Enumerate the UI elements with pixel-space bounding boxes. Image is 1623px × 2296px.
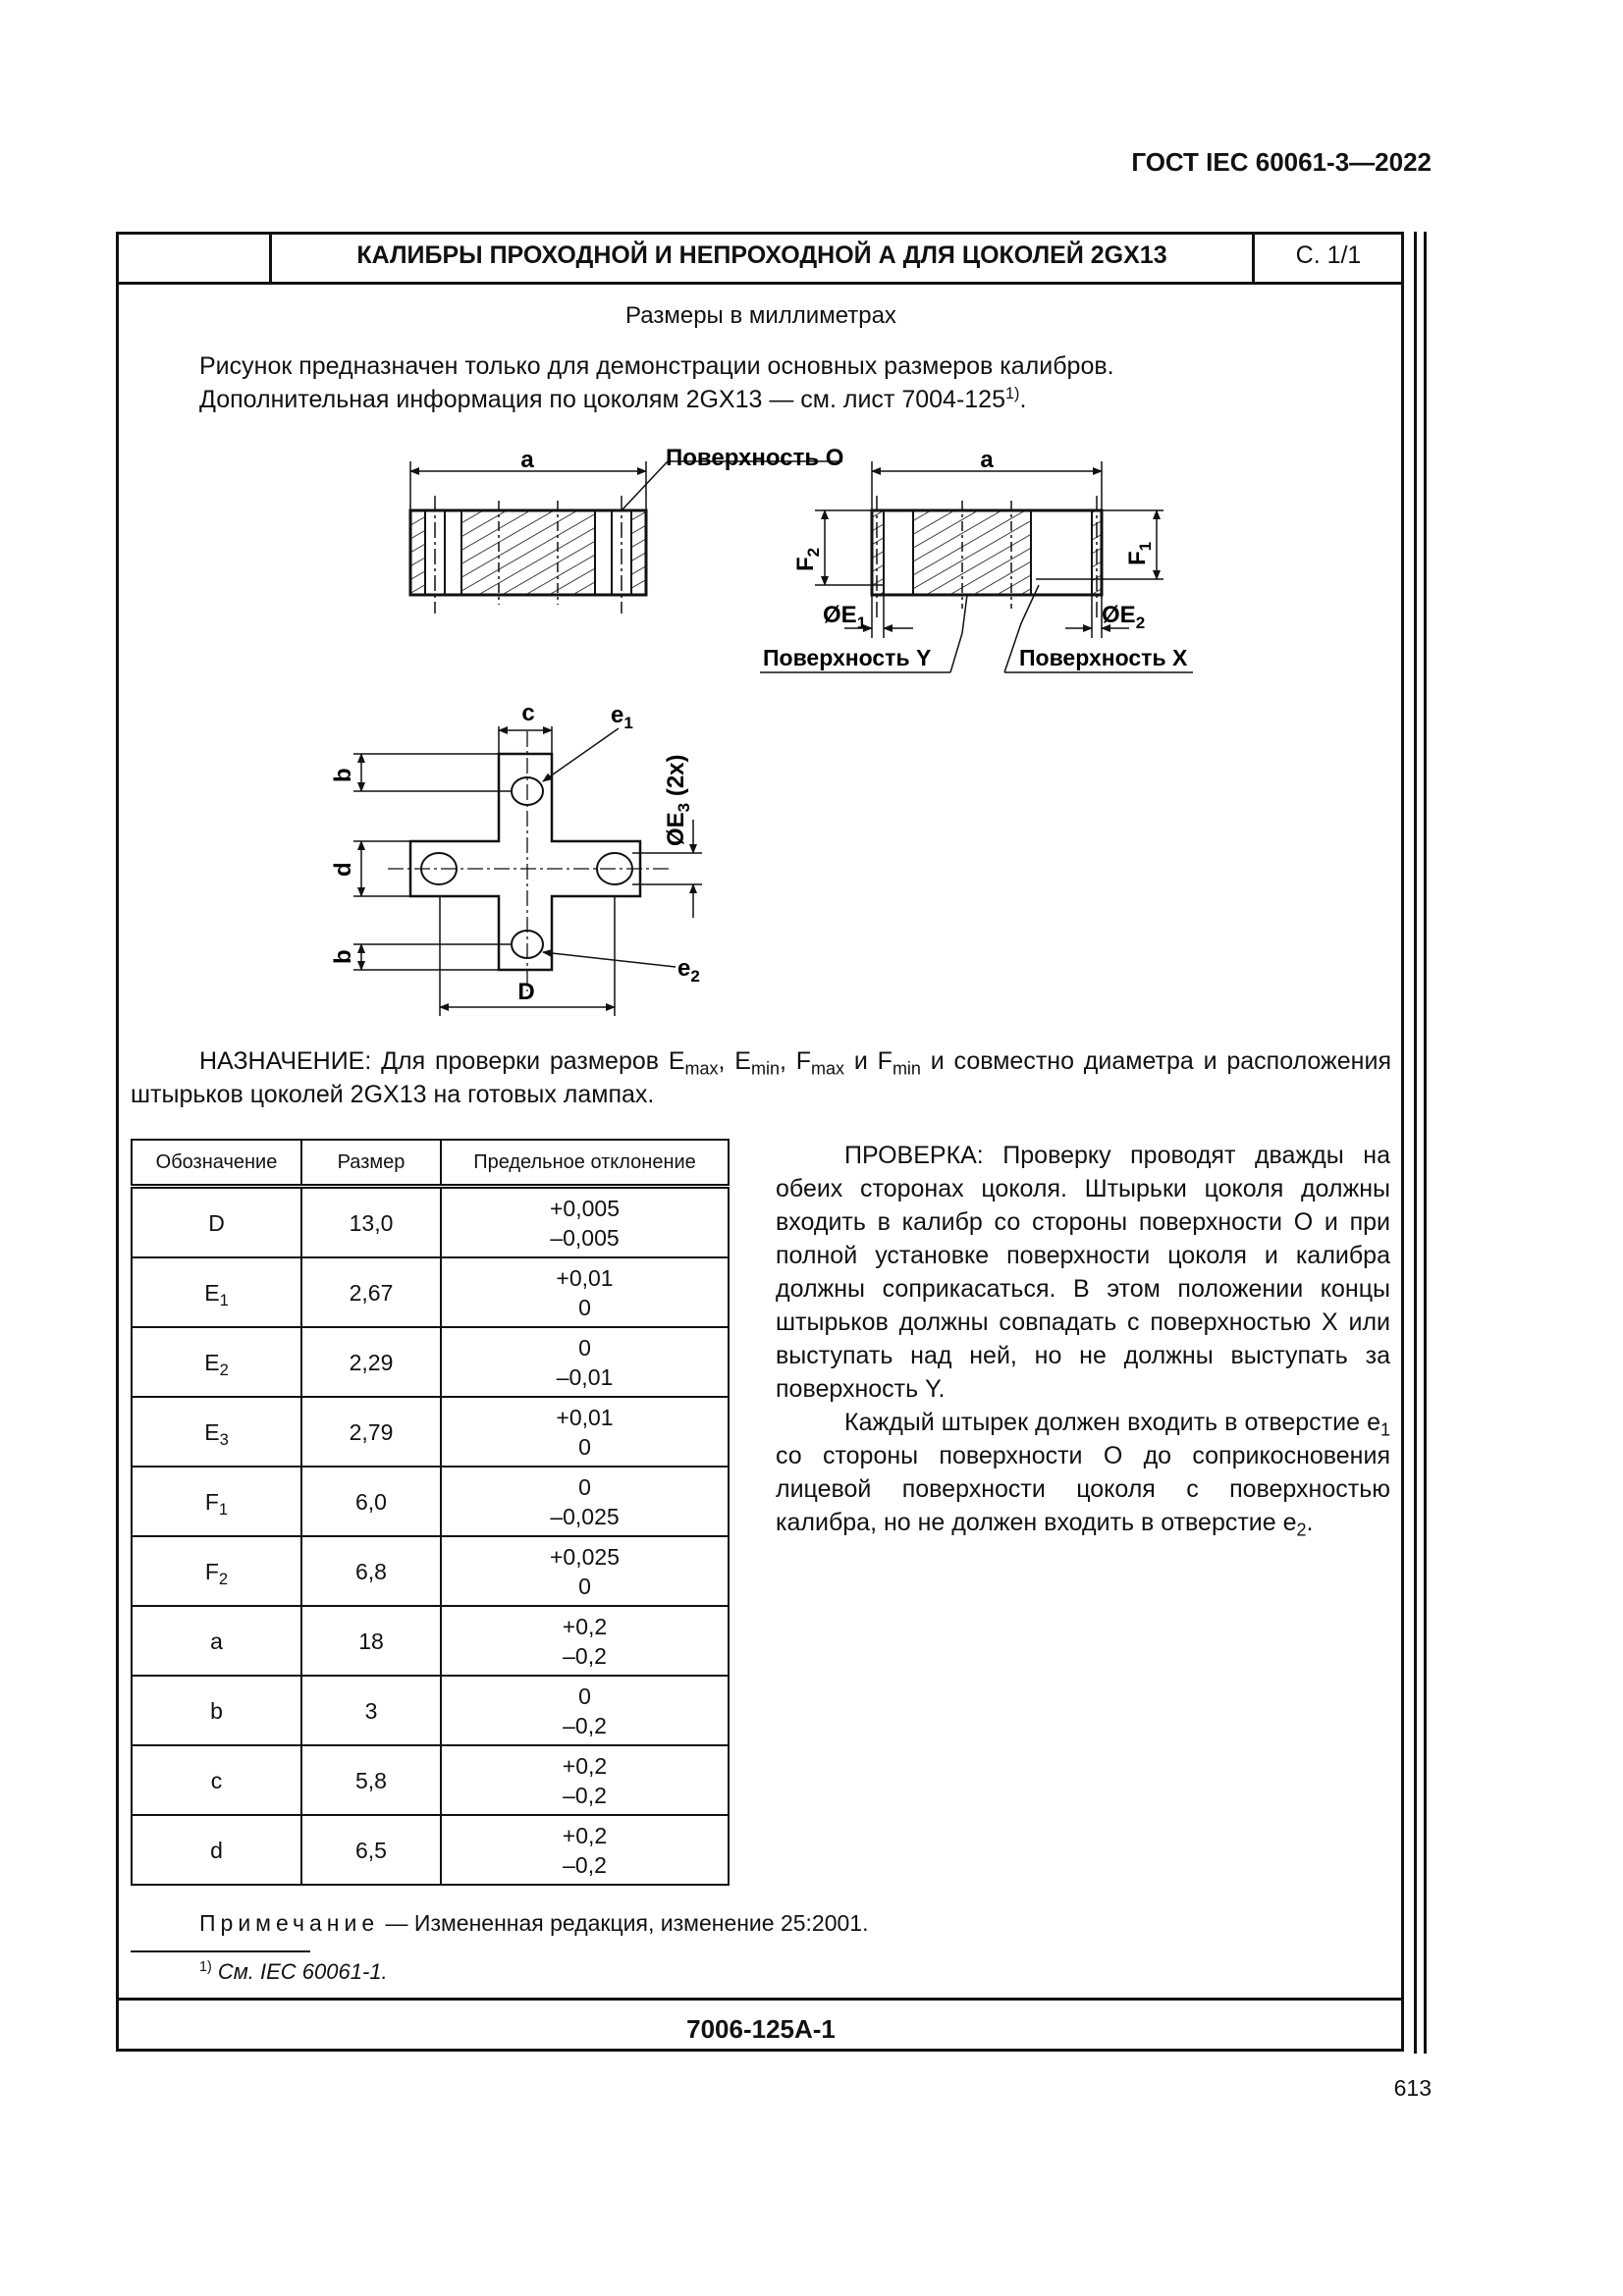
gauge-section-left xyxy=(410,461,842,614)
note-label: Примечание xyxy=(199,1910,380,1936)
tolerance-lower: –0,2 xyxy=(563,1782,607,1808)
footnote-mark: 1) xyxy=(199,1959,212,1976)
footnote xyxy=(199,1959,388,1985)
header-size: Размер xyxy=(301,1140,441,1187)
cell-tolerance xyxy=(441,1536,729,1606)
dim-f1-letter: F xyxy=(1124,551,1151,565)
tolerance-upper: +0,005 xyxy=(550,1195,620,1221)
table-row xyxy=(132,1327,729,1397)
cell-size: 5,8 xyxy=(301,1745,441,1815)
cell-size: 2,29 xyxy=(301,1327,441,1397)
cell-tolerance xyxy=(441,1467,729,1536)
cell-designation xyxy=(132,1327,301,1397)
dim-e3-letter: ØE xyxy=(663,812,689,846)
cell-size: 6,5 xyxy=(301,1815,441,1885)
table-row xyxy=(132,1257,729,1327)
dim-e1-letter: ØE xyxy=(823,602,857,628)
check-p2-sub1: 1 xyxy=(1380,1419,1390,1440)
cell-size: 2,67 xyxy=(301,1257,441,1327)
tolerance-lower: –0,2 xyxy=(563,1851,607,1878)
tolerance-upper: +0,025 xyxy=(550,1543,620,1570)
label-hole-e2-letter: e xyxy=(677,955,691,982)
dim-e1 xyxy=(823,602,866,632)
designation-index: 2 xyxy=(219,1360,229,1379)
header-sheet: С. 1/1 xyxy=(1295,241,1362,269)
label-surface-x: Поверхность X xyxy=(1019,645,1188,670)
dim-f2-sub: 2 xyxy=(804,547,823,558)
designation-symbol: E xyxy=(204,1279,220,1306)
tolerance-upper: +0,2 xyxy=(562,1752,608,1779)
cell-size: 13,0 xyxy=(301,1187,441,1258)
note-text: — Измененная редакция, изменение 25:2001. xyxy=(379,1910,869,1936)
designation-symbol: c xyxy=(210,1767,223,1793)
cell-designation xyxy=(132,1745,301,1815)
footnote-text: См. IEC 60061-1. xyxy=(211,1959,388,1984)
cell-designation xyxy=(132,1467,301,1536)
label-surface-o: Поверхность О xyxy=(666,445,844,471)
dim-e2 xyxy=(1102,602,1145,632)
label-hole-e1-sub: 1 xyxy=(623,714,633,732)
table-body xyxy=(132,1187,729,1886)
cell-tolerance xyxy=(441,1187,729,1258)
designation-symbol: a xyxy=(210,1628,223,1654)
dim-D: D xyxy=(517,979,535,1005)
cell-designation xyxy=(132,1536,301,1606)
designation-index: 3 xyxy=(219,1429,229,1449)
designation-symbol: D xyxy=(208,1209,225,1236)
page-number: 613 xyxy=(1393,2075,1432,2101)
purpose-sub-fmin: min xyxy=(892,1058,921,1079)
dim-b-top: b xyxy=(330,768,356,782)
cell-tolerance xyxy=(441,1606,729,1676)
dim-b-bottom: b xyxy=(330,949,356,964)
tolerance-lower: 0 xyxy=(578,1573,591,1599)
gauge-section-right xyxy=(760,461,1193,672)
tolerance-lower: 0 xyxy=(578,1433,591,1460)
table-row xyxy=(132,1536,729,1606)
header-designation: Обозначение xyxy=(132,1140,301,1187)
tolerance-upper: +0,01 xyxy=(556,1404,614,1430)
purpose-sep-1: , E xyxy=(718,1047,751,1075)
label-hole-e1 xyxy=(611,702,633,732)
dim-e2-letter: ØE xyxy=(1102,602,1136,628)
purpose-sub-emin: min xyxy=(750,1058,780,1079)
intro-line-2: Дополнительная информация по цоколям 2GX13 — см. лист 7004-125$^{1)}$. xyxy=(199,385,1027,413)
designation-symbol: d xyxy=(210,1837,223,1863)
gauge-plan-view xyxy=(353,726,702,1016)
tolerance-lower: 0 xyxy=(578,1294,591,1320)
intro-line-2-text: Дополнительная информация по цоколям 2GX13 — см. лист 7004-125 xyxy=(199,386,1005,413)
table-row xyxy=(132,1187,729,1258)
purpose-sep-2: , F xyxy=(780,1047,812,1075)
dim-f1-sub: 1 xyxy=(1136,541,1155,552)
tolerance-upper: 0 xyxy=(578,1334,591,1361)
table-row xyxy=(132,1467,729,1536)
label-hole-e2 xyxy=(677,955,700,986)
designation-symbol: F xyxy=(204,1488,219,1515)
cell-size: 6,8 xyxy=(301,1536,441,1606)
dim-a-left: a xyxy=(520,447,534,473)
tolerance-upper: +0,01 xyxy=(556,1264,614,1291)
designation-index: 1 xyxy=(218,1499,229,1519)
cell-tolerance xyxy=(441,1327,729,1397)
tolerance-upper: +0,2 xyxy=(562,1613,608,1639)
cell-designation xyxy=(132,1187,301,1258)
tolerance-lower: –0,005 xyxy=(550,1224,620,1251)
designation-symbol: E xyxy=(204,1418,220,1445)
tolerance-lower: –0,2 xyxy=(563,1642,607,1669)
tolerance-upper: +0,2 xyxy=(562,1822,608,1848)
dim-a-right: a xyxy=(980,447,994,473)
cell-tolerance xyxy=(441,1257,729,1327)
check-p2-sub2: 2 xyxy=(1296,1520,1307,1540)
cell-size: 3 xyxy=(301,1676,441,1745)
purpose-lead: НАЗНАЧЕНИЕ: Для проверки размеров E xyxy=(199,1047,685,1075)
designation-symbol: b xyxy=(210,1697,223,1724)
footnote-separator xyxy=(131,1950,310,1952)
check-p2-b: со стороны поверхности О до соприкосновения лицевой поверхности цоколя с поверхностью калибра, но не должен входить в отверстие e xyxy=(776,1442,1390,1536)
standard-number: ГОСТ IEC 60061-3—2022 xyxy=(1131,147,1432,177)
designation-index: 1 xyxy=(219,1290,229,1309)
dim-f2-letter: F xyxy=(792,557,819,571)
tolerance-upper: 0 xyxy=(578,1473,591,1500)
dim-f1 xyxy=(1124,542,1155,565)
dim-e2-sub: 2 xyxy=(1135,614,1146,632)
cell-tolerance xyxy=(441,1745,729,1815)
intro-footnote-mark: 1) xyxy=(1004,385,1020,403)
table-row xyxy=(132,1745,729,1815)
check-paragraph-2 xyxy=(776,1406,1390,1539)
table-row xyxy=(132,1397,729,1467)
cell-designation xyxy=(132,1397,301,1467)
cell-tolerance xyxy=(441,1397,729,1467)
designation-symbol: E xyxy=(204,1349,220,1375)
cell-size: 2,79 xyxy=(301,1397,441,1467)
header-tolerance: Предельное отклонение xyxy=(441,1140,729,1187)
check-paragraph-1: ПРОВЕРКА: Проверку проводят дважды на обеих сторонах цоколя. Штырьки цоколя должны входить в калибр со стороны поверхности О и при полной установке поверхности цоколя и калибра должны соприкасаться. В этом положении концы штырьков должны совпадать с поверхностью X или выступать над ней, но не должны выступать за поверхность Y. xyxy=(776,1142,1390,1403)
dim-d: d xyxy=(330,862,356,877)
label-hole-e2-sub: 2 xyxy=(690,967,700,986)
check-p2-c: . xyxy=(1306,1509,1314,1536)
cell-size: 6,0 xyxy=(301,1467,441,1536)
dim-e3 xyxy=(663,754,693,846)
header-title: КАЛИБРЫ ПРОХОДНОЙ И НЕПРОХОДНОЙ А ДЛЯ ЦОКОЛЕЙ 2GX13 xyxy=(356,241,1167,269)
cell-size: 18 xyxy=(301,1606,441,1676)
dim-e1-sub: 1 xyxy=(856,614,867,632)
tolerance-lower: –0,2 xyxy=(563,1712,607,1738)
table-row xyxy=(132,1606,729,1676)
sheet-code: 7006-125A-1 xyxy=(686,2014,836,2044)
units-caption: Размеры в миллиметрах xyxy=(625,302,896,329)
purpose-sub-fmax: max xyxy=(811,1058,845,1079)
cell-designation xyxy=(132,1257,301,1327)
purpose-sep-3: и F xyxy=(844,1047,893,1075)
intro-line-1: Рисунок предназначен только для демонстрации основных размеров калибров. xyxy=(199,352,1114,380)
purpose-tail: и совместно диаметра и расположения штырьков цоколей 2GX13 на готовых лампах. xyxy=(131,1047,1391,1108)
cell-designation xyxy=(132,1815,301,1885)
gauge-drawings xyxy=(0,0,1623,1041)
dim-e3-suffix: (2x) xyxy=(663,754,689,803)
note xyxy=(199,1910,869,1937)
dimensions-table xyxy=(131,1139,730,1886)
check-text xyxy=(776,1139,1390,1539)
designation-symbol: F xyxy=(204,1558,219,1584)
dim-c: c xyxy=(521,700,535,726)
purpose-text xyxy=(131,1044,1391,1111)
tolerance-lower: –0,025 xyxy=(550,1503,620,1529)
dim-f2 xyxy=(792,548,823,571)
dim-e3-sub: 3 xyxy=(675,802,693,813)
cell-designation xyxy=(132,1606,301,1676)
label-surface-y: Поверхность Y xyxy=(763,645,932,670)
table-row xyxy=(132,1815,729,1885)
cell-tolerance xyxy=(441,1676,729,1745)
check-p2-a: Каждый штырек должен входить в отверстие e xyxy=(844,1409,1380,1436)
table-row xyxy=(132,1676,729,1745)
purpose-sub-emax: max xyxy=(684,1058,719,1079)
footer-divider xyxy=(116,1998,1404,2001)
table-header-row xyxy=(132,1140,729,1187)
tolerance-lower: –0,01 xyxy=(556,1363,614,1390)
cell-designation xyxy=(132,1676,301,1745)
label-hole-e1-letter: e xyxy=(611,702,624,728)
designation-index: 2 xyxy=(218,1569,229,1588)
tolerance-upper: 0 xyxy=(578,1682,591,1709)
cell-tolerance xyxy=(441,1815,729,1885)
